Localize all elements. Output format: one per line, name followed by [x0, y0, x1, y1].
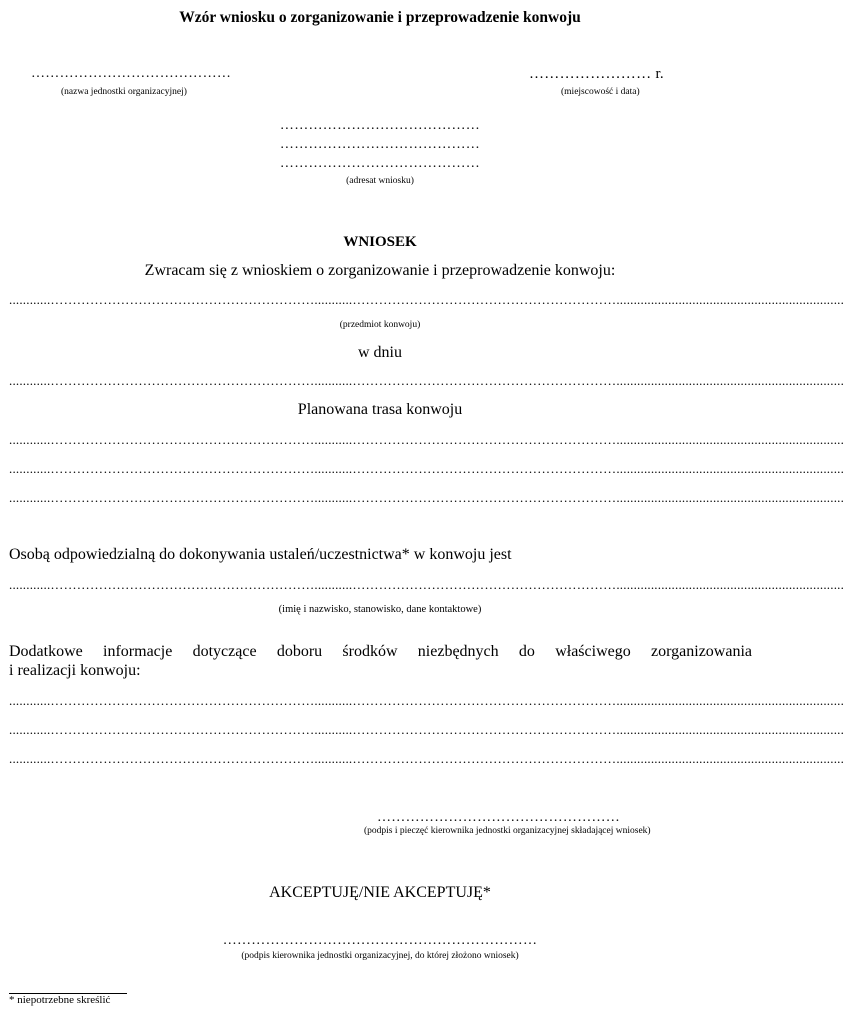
date-line[interactable]: ............……………………………………………………...........……………………………………………………..................................................................: [9, 373, 844, 388]
additional-line-1[interactable]: ............……………………………………………………...........……………………………………………………..................................................................: [9, 693, 844, 708]
additional-line-2[interactable]: ............……………………………………………………...........……………………………………………………..................................................................: [9, 722, 844, 737]
form-intro: Zwracam się z wnioskiem o zorganizowanie i przeprowadzenie konwoju:: [144, 262, 616, 279]
unit-name-field[interactable]: ……………………………………: [31, 66, 232, 81]
acceptance-label: AKCEPTUJĘ/NIE AKCEPTUJĘ*: [269, 884, 491, 901]
form-heading: WNIOSEK: [343, 234, 417, 250]
place-date-field[interactable]: …………………… r.: [529, 66, 664, 82]
unit-name-caption: (nazwa jednostki organizacyjnej): [61, 87, 187, 97]
subject-line[interactable]: ............……………………………………………………...........……………………………………………………..................................................................: [9, 292, 844, 307]
acceptor-signature-field[interactable]: …………………………………………………………: [222, 933, 538, 948]
addressee-line-3[interactable]: ……………………………………: [279, 156, 481, 171]
acceptor-signature-caption: (podpis kierownika jednostki organizacyjnej, do której złożono wniosek): [241, 951, 519, 961]
addressee-line-1[interactable]: ……………………………………: [279, 118, 481, 133]
footnote: * niepotrzebne skreślić: [9, 994, 111, 1006]
addressee-line-2[interactable]: ……………………………………: [279, 137, 481, 152]
place-date-caption: (miejscowość i data): [561, 87, 640, 97]
applicant-signature-caption: (podpis i pieczęć kierownika jednostki organizacyjnej składającej wniosek): [364, 826, 651, 836]
route-line-3[interactable]: ............……………………………………………………...........……………………………………………………..................................................................: [9, 490, 844, 505]
subject-caption: (przedmiot konwoju): [339, 320, 421, 330]
route-label: Planowana trasa konwoju: [297, 401, 463, 418]
route-line-2[interactable]: ............……………………………………………………...........……………………………………………………..................................................................: [9, 461, 844, 476]
responsible-caption: (imię i nazwisko, stanowisko, dane kontaktowe): [278, 604, 482, 615]
additional-line-3[interactable]: ............……………………………………………………...........……………………………………………………..................................................................: [9, 751, 844, 766]
additional-label-line-2: i realizacji konwoju:: [9, 662, 141, 679]
additional-label-line-1: Dodatkowe informacje dotyczące doboru środków niezbędnych do właściwego zorganizowania: [9, 643, 752, 660]
date-label: w dniu: [358, 344, 402, 361]
page-title: Wzór wniosku o zorganizowanie i przeprowadzenie konwoju: [179, 9, 581, 26]
addressee-caption: (adresat wniosku): [346, 176, 414, 186]
responsible-line[interactable]: ............……………………………………………………...........……………………………………………………..................................................................: [9, 577, 844, 592]
responsible-label: Osobą odpowiedzialną do dokonywania ustaleń/uczestnictwa* w konwoju jest: [9, 546, 512, 563]
route-line-1[interactable]: ............……………………………………………………...........……………………………………………………..................................................................: [9, 432, 844, 447]
applicant-signature-field[interactable]: ……………………………………………: [377, 810, 621, 825]
